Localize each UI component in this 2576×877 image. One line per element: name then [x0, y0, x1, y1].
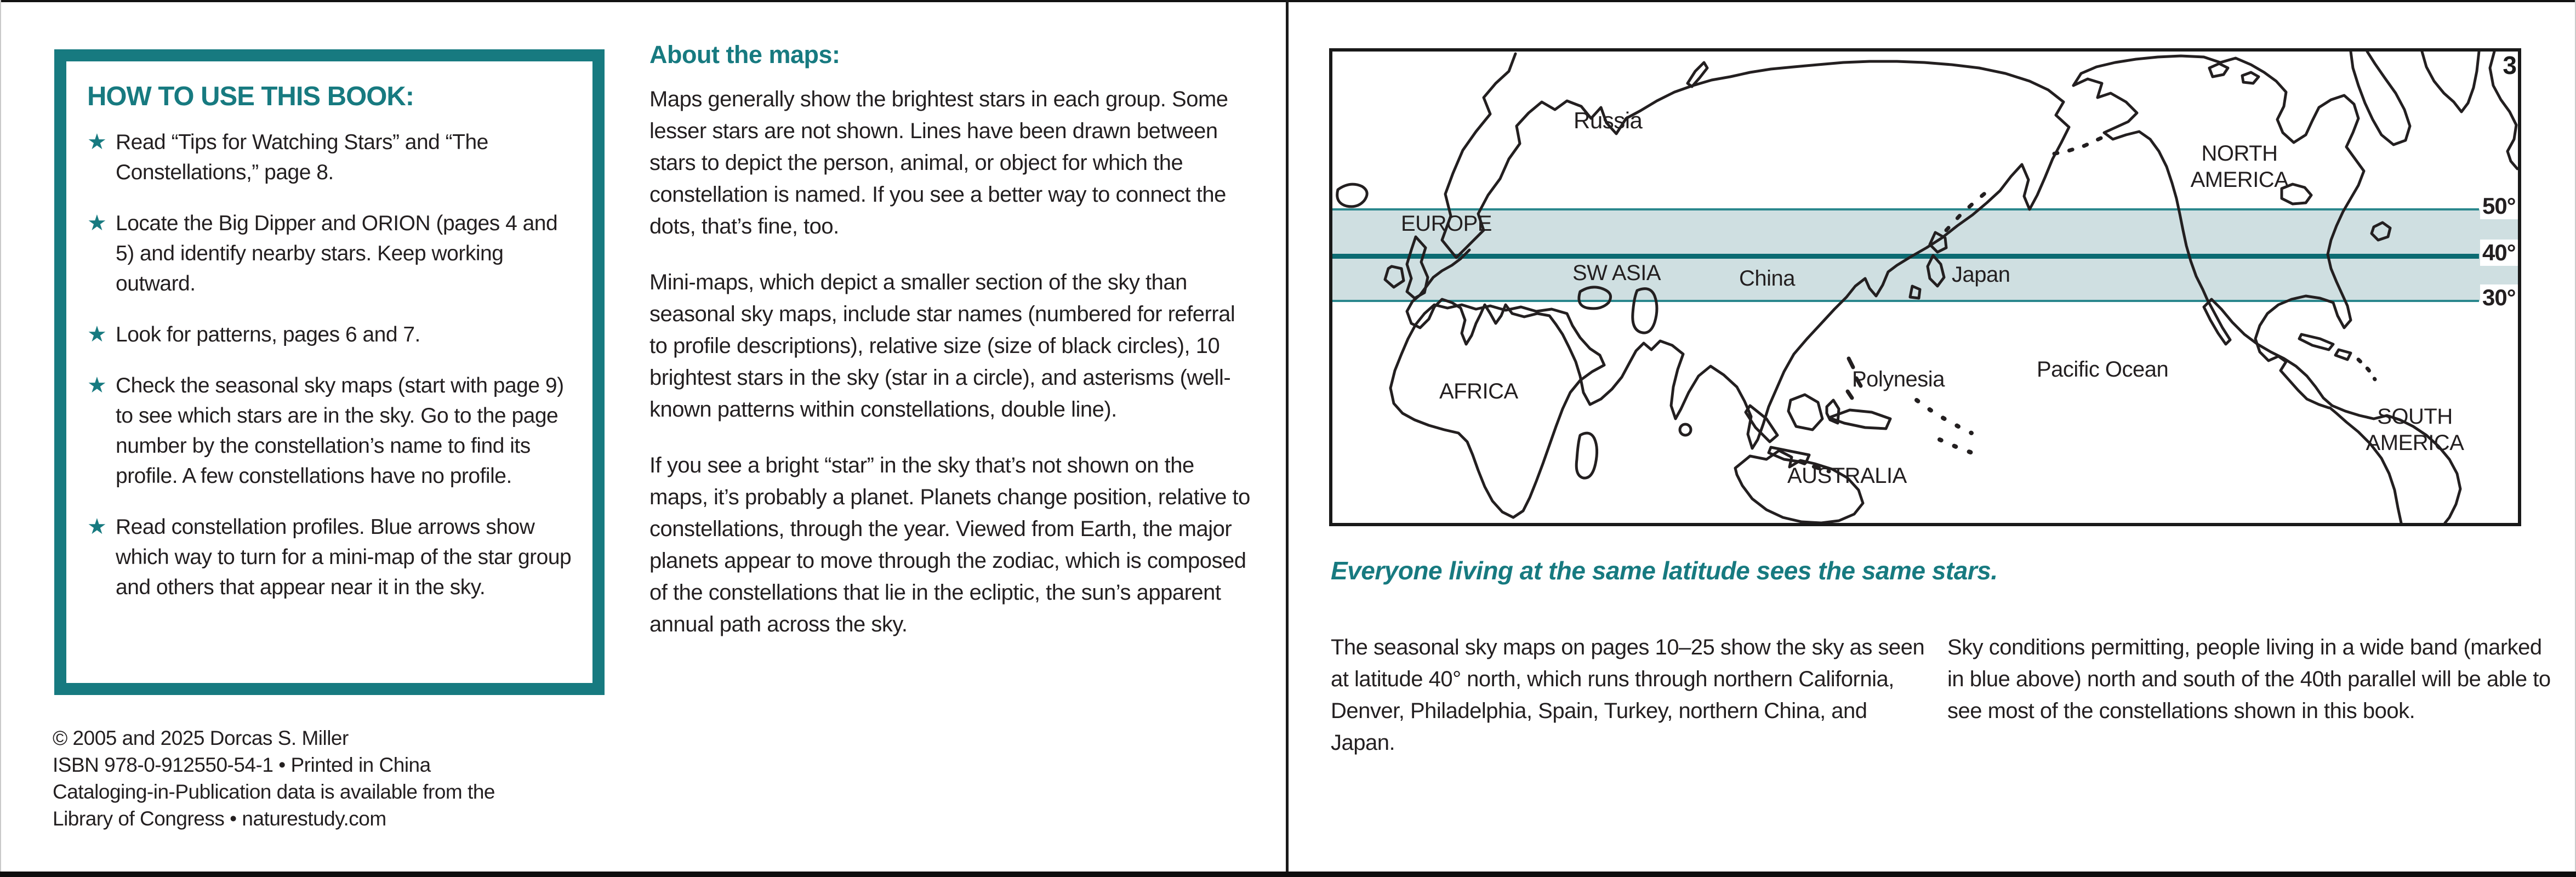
- latitude-label-40: 40°: [2480, 240, 2518, 266]
- map-label-africa: AFRICA: [1439, 379, 1518, 403]
- iceland-outline: [1337, 184, 1367, 207]
- list-item-text: Read constellation profiles. Blue arrows show which way to turn for a mini-map of the star group and others that appear near it in the sky.: [116, 515, 572, 599]
- list-item-text: Read “Tips for Watching Stars” and “The Constellations,” page 8.: [116, 130, 488, 184]
- star-bullet-icon: ★: [87, 515, 107, 539]
- list-item: [87, 320, 573, 350]
- list-item: [87, 371, 573, 491]
- list-item: [87, 208, 573, 299]
- colophon: [53, 725, 495, 832]
- map-label-pacific-ocean: Pacific Ocean: [2037, 357, 2169, 381]
- antilles-dashes: [2358, 360, 2375, 379]
- page-number: 3: [2503, 51, 2517, 79]
- madagascar-outline: [1576, 433, 1597, 478]
- continent-outlines: [1332, 52, 2518, 523]
- map-label-south-america: SOUTH AMERICA: [2366, 405, 2464, 455]
- arctic-island-outline: [2209, 64, 2228, 77]
- star-bullet-icon: ★: [87, 130, 107, 154]
- about-paragraph: Maps generally show the brightest stars in each group. Some lesser stars are not shown. Lines have been drawn between stars to depict the person, animal, or object for which the constellation is named. If you see a better way to connect the dots, that’s fine, too.: [649, 87, 1228, 238]
- arctic-island-outline: [2242, 72, 2259, 83]
- photo-edge-left: [0, 0, 1, 877]
- list-item-text: Locate the Big Dipper and ORION (pages 4 and 5) and identify nearby stars. Keep working outward.: [116, 212, 558, 295]
- seasonal-maps-paragraph: The seasonal sky maps on pages 10–25 show the sky as seen at latitude 40° north, which runs through northern California, Denver, Philadelphia, Spain, Turkey, northern China, and Japan.: [1331, 635, 1925, 755]
- website-line: Library of Congress • naturestudy.com: [53, 807, 386, 830]
- black-sea-outline: [1579, 287, 1611, 309]
- about-the-maps-title: About the maps:: [649, 41, 840, 69]
- page-divider: [1286, 0, 1289, 877]
- aleutian-islands-dashes: [2049, 138, 2101, 155]
- greenland-outline: [2351, 52, 2410, 145]
- about-paragraph: Mini-maps, which depict a smaller section of the sky than seasonal sky maps, include star names (numbered for referral to profile descriptions), relative size (size of black circles), 10 brightest stars in the sky (star in a circle), and asterisms (well-known patterns within constellations, double line).: [649, 270, 1235, 422]
- map-label-europe: EUROPE: [1401, 212, 1492, 236]
- map-label-russia: Russia: [1574, 107, 1643, 133]
- north-america-east-outline: [2073, 56, 2364, 408]
- map-label-japan: Japan: [1952, 263, 2010, 287]
- list-item-text: Look for patterns, pages 6 and 7.: [116, 323, 420, 346]
- north-america-west-outline: [2073, 79, 2332, 406]
- photo-edge-bottom: [0, 872, 2576, 877]
- cataloging-line: Cataloging-in-Publication data is available from the: [53, 781, 495, 803]
- map-label-australia: AUSTRALIA: [1787, 464, 1907, 488]
- sky-conditions-paragraph: Sky conditions permitting, people living in a wide band (marked in blue above) north and south of the 40th parallel will be able to see most of the constellations shown in this book.: [1947, 635, 2551, 723]
- polynesia-dots: [1940, 440, 1975, 454]
- star-bullet-icon: ★: [87, 322, 107, 346]
- greenland-east-outline: [2422, 52, 2479, 112]
- borneo-outline: [1788, 395, 1822, 430]
- how-to-use-title: HOW TO USE THIS BOOK:: [87, 82, 414, 111]
- africa-outline: [1390, 305, 1604, 517]
- star-bullet-icon: ★: [87, 373, 107, 397]
- hispaniola-outline: [2335, 350, 2351, 360]
- polynesia-dots: [1917, 400, 1971, 433]
- cuba-outline: [2299, 334, 2333, 350]
- world-latitude-map: [1329, 48, 2521, 526]
- list-item: [87, 127, 573, 187]
- ireland-outline: [1385, 266, 1404, 287]
- map-label-north-america: NORTH AMERICA: [2190, 141, 2289, 192]
- map-label-sw-asia: SW ASIA: [1572, 261, 1661, 285]
- copyright-line: © 2005 and 2025 Dorcas S. Miller: [53, 727, 349, 749]
- about-paragraph: If you see a bright “star” in the sky that’s not shown on the maps, it’s probably a planet. Planets change position, relative to constellations, through the year. Viewed from Earth, the major planets appear to move through the zodiac, which is composed of the constellations that lie in the ecliptic, the sun’s apparent annual path across the sky.: [649, 453, 1250, 636]
- how-to-use-list: [87, 127, 573, 602]
- latitude-label-30: 30°: [2480, 284, 2518, 311]
- list-item-text: Check the seasonal sky maps (start with page 9) to see which stars are in the sky. Go to the page number by the constellation’s name to find its profile. A few constellations have no profile.: [116, 374, 564, 488]
- sri-lanka-outline: [1680, 424, 1691, 435]
- about-the-maps-column: [649, 41, 1257, 664]
- list-item: [87, 512, 573, 602]
- newfoundland-outline: [2372, 223, 2390, 240]
- caspian-sea-outline: [1633, 289, 1657, 333]
- latitude-label-50: 50°: [2480, 193, 2518, 219]
- isbn-line: ISBN 978-0-912550-54-1 • Printed in China: [53, 754, 431, 776]
- map-label-polynesia: Polynesia: [1852, 367, 1945, 391]
- latitude-tagline: Everyone living at the same latitude sees the same stars.: [1331, 556, 1998, 585]
- japan-kyushu-outline: [1910, 286, 1920, 298]
- japan-honshu-outline: [1928, 255, 1944, 286]
- kuril-islands-dashes: [1946, 191, 1988, 230]
- map-label-china: China: [1739, 266, 1796, 291]
- how-to-use-box: [54, 49, 605, 695]
- star-bullet-icon: ★: [87, 211, 107, 235]
